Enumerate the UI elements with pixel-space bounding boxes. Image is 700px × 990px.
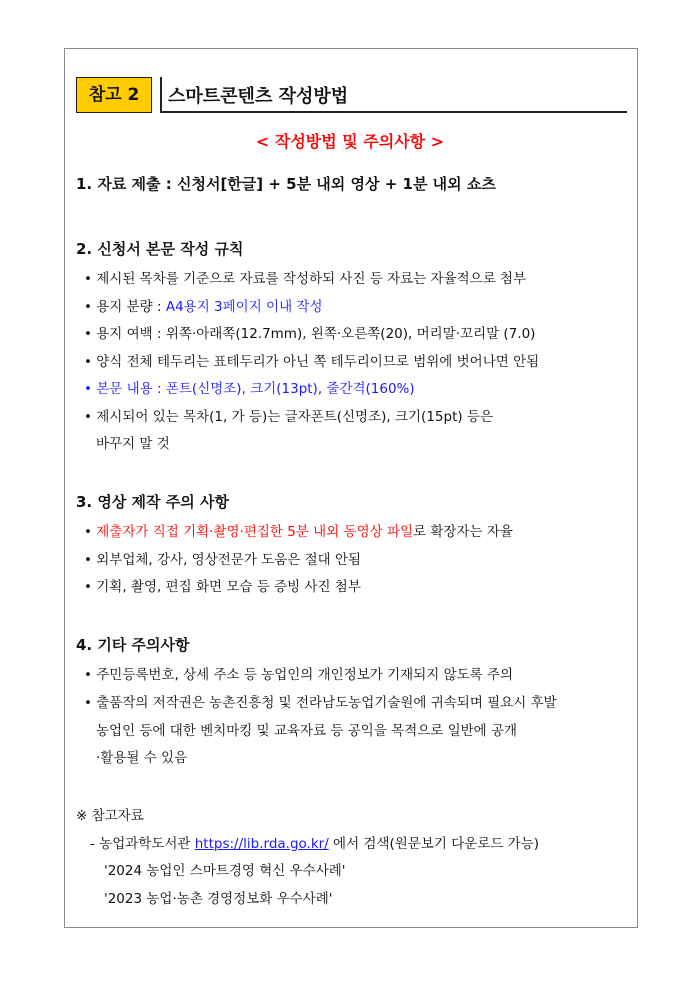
section-4-bullet-2: • 출품작의 저작권은 농촌진흥청 및 전라남도농업기술원에 귀속되며 필요시 후발 <box>84 695 557 711</box>
section-2-bullet-1: • 제시된 목차를 기준으로 자료를 작성하되 사진 등 자료는 자율적으로 첨부 <box>84 271 527 287</box>
reference-item-2024: '2024 농업인 스마트경영 혁신 우수사례' <box>104 863 346 879</box>
section-4-bullet-2-continued: 농업인 등에 대한 벤치마킹 및 교육자료 등 공익을 목적으로 일반에 공개 <box>96 723 518 739</box>
bullet-suffix: 로 확장자는 자율 <box>413 524 513 540</box>
reference-badge: 참고 2 <box>76 77 152 113</box>
page-title: 스마트콘텐츠 작성방법 <box>168 86 349 107</box>
section-1-heading: 1. 자료 제출 : 신청서[한글] + 5분 내외 영상 + 1분 내외 쇼츠 <box>76 175 496 193</box>
section-4-bullet-2-end: ·활용될 수 있음 <box>96 750 188 766</box>
library-link[interactable]: https://lib.rda.go.kr/ <box>194 836 329 852</box>
section-4-heading: 4. 기타 주의사항 <box>76 636 190 654</box>
search-instruction: 에서 검색(원문보기 다운로드 가능) <box>328 836 540 852</box>
section-2-bullet-6: • 제시되어 있는 목차(1, 가 등)는 글자폰트(신명조), 크기(15pt) 등은 <box>84 409 494 425</box>
section-2-bullet-2 <box>84 295 323 315</box>
library-label: - 농업과학도서관 <box>90 836 195 852</box>
page-limit-highlight: A4용지 3페이지 이내 작성 <box>165 299 323 315</box>
section-2-bullet-4: • 양식 전체 테두리는 표테두리가 아닌 쪽 테두리이므로 범위에 벗어나면 안됨 <box>84 354 540 370</box>
bullet-label: • 용지 분량 : <box>84 299 166 315</box>
section-2-bullet-6-continued: 바꾸지 말 것 <box>96 436 170 452</box>
bullet-mark: • <box>84 524 97 540</box>
section-subtitle: < 작성방법 및 주의사항 > <box>255 132 445 151</box>
section-3-heading: 3. 영상 제작 주의 사항 <box>76 493 229 511</box>
section-2-bullet-3: • 용지 여백 : 위쪽·아래쪽(12.7mm), 왼쪽·오른쪽(20), 머리말·꼬리말 (7.0) <box>84 326 536 342</box>
header-divider-horizontal <box>160 111 627 113</box>
page-header <box>73 77 627 113</box>
section-3-bullet-2: • 외부업체, 강사, 영상전문가 도움은 절대 안됨 <box>84 552 362 568</box>
section-2-heading: 2. 신청서 본문 작성 규칙 <box>76 240 244 258</box>
video-requirement-highlight: 제출자가 직접 기획·촬영·편집한 5분 내외 동영상 파일 <box>96 524 414 540</box>
section-4-bullet-1: • 주민등록번호, 상세 주소 등 농업인의 개인정보가 기재되지 않도록 주의 <box>84 667 514 683</box>
section-2-bullet-5: • 본문 내용 : 폰트(신명조), 크기(13pt), 줄간격(160%) <box>84 381 415 397</box>
section-3-bullet-1 <box>84 520 513 540</box>
reference-item-2023: '2023 농업·농촌 경영정보화 우수사례' <box>104 891 333 907</box>
references-heading: ※ 참고자료 <box>76 808 144 824</box>
section-3-bullet-3: • 기획, 촬영, 편집 화면 모습 등 증빙 사진 첨부 <box>84 579 361 595</box>
references-line <box>90 832 539 852</box>
header-divider-vertical <box>160 77 162 113</box>
